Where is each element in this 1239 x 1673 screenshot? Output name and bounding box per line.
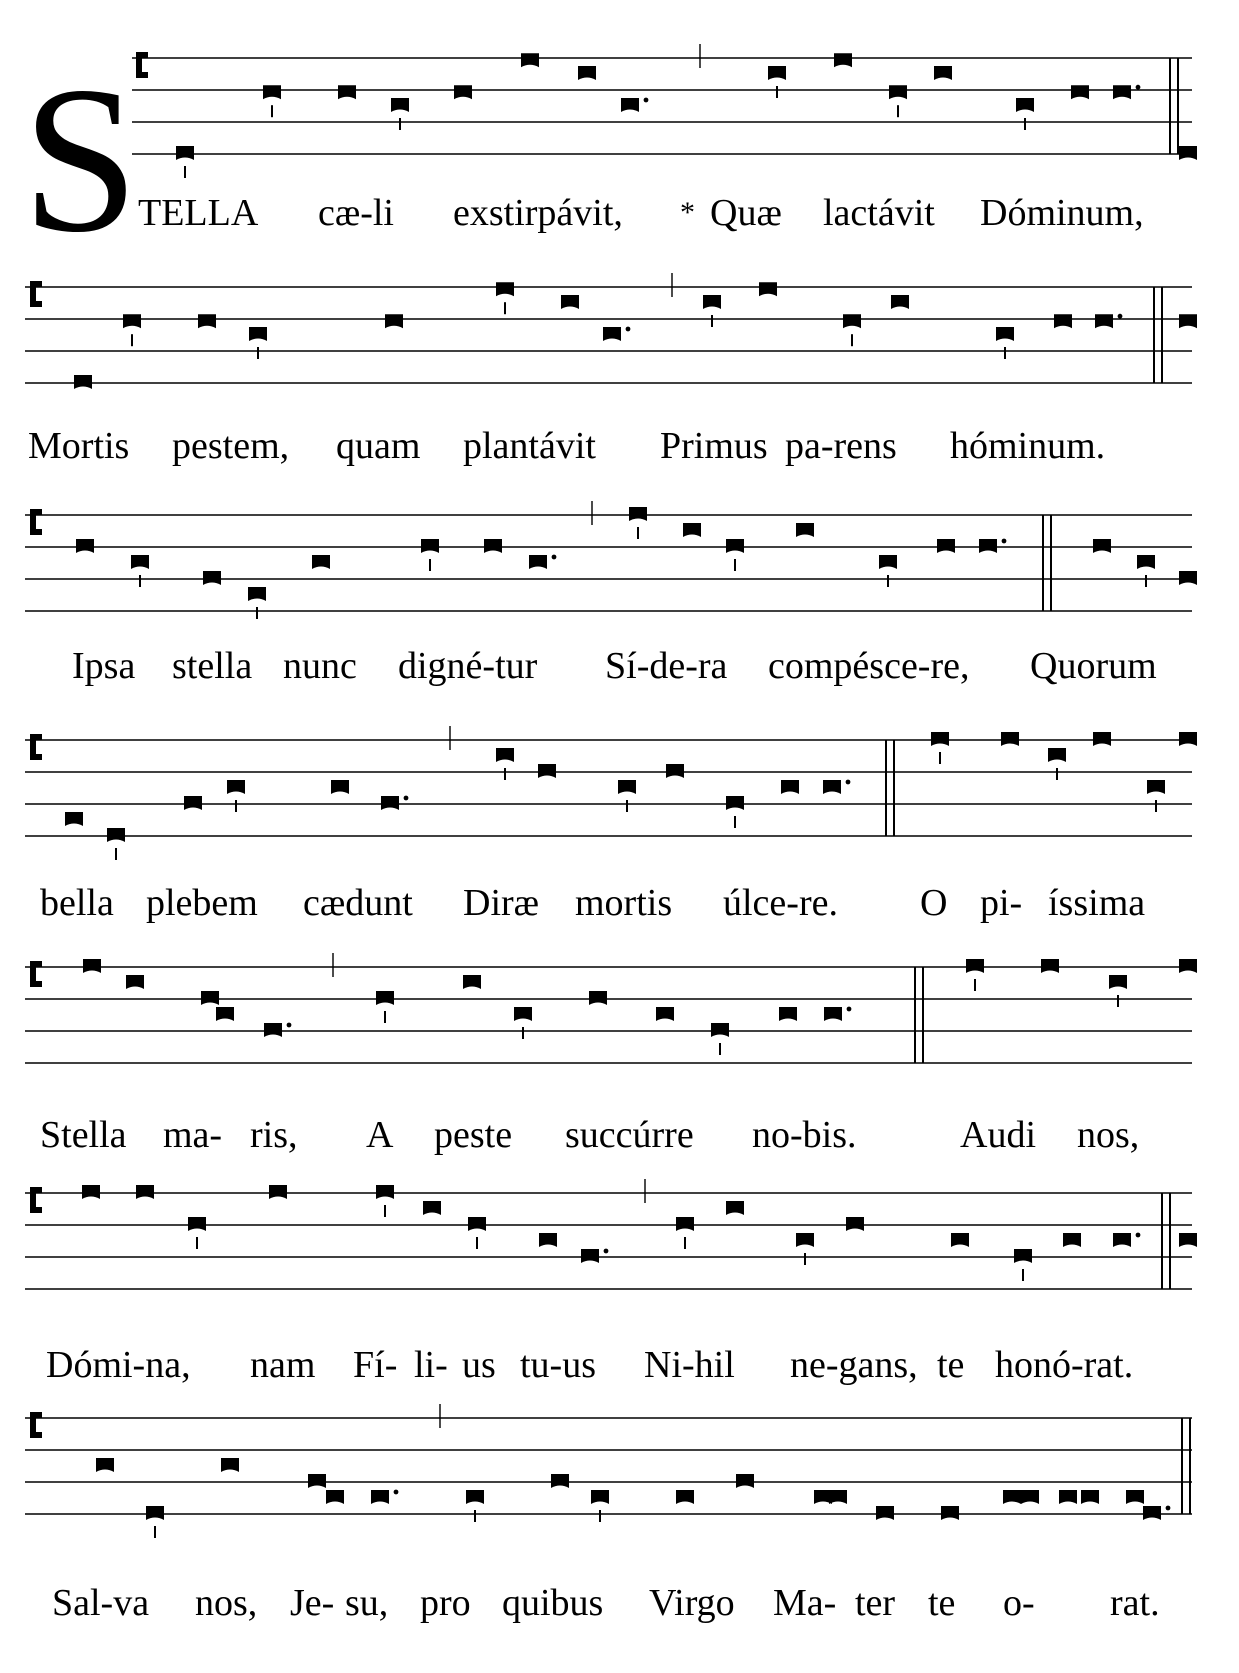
neume-punctum (1093, 539, 1111, 553)
neume-punctum (421, 539, 439, 553)
neume-punctum (1113, 1233, 1131, 1247)
neume-punctum (1071, 85, 1089, 99)
lyric-syllable: us (462, 1344, 496, 1386)
neume-punctum (966, 959, 984, 973)
neume-punctum (468, 1217, 486, 1231)
punctum-mora-dot (287, 1023, 292, 1028)
punctum-mora-dot (1002, 539, 1007, 544)
neume-punctum (736, 1474, 754, 1488)
lyric-syllable: lactávit (823, 192, 935, 234)
neume-punctum (1095, 314, 1113, 328)
neume-punctum (834, 53, 852, 67)
neume-punctum (1147, 780, 1165, 794)
lyric-syllable: Mortis (28, 425, 130, 467)
lyric-syllable: mortis (575, 882, 673, 924)
neume-punctum (1048, 748, 1066, 762)
neume-punctum (216, 1007, 234, 1021)
neume-punctum (264, 1023, 282, 1037)
lyric-syllable: bella (40, 882, 114, 924)
neume-punctum (979, 539, 997, 553)
neume-punctum (1113, 85, 1131, 99)
neume-punctum (629, 507, 647, 521)
neume-punctum (779, 1007, 797, 1021)
neume-punctum (326, 1490, 344, 1504)
neume-punctum (131, 555, 149, 569)
lyric-syllable: peste (434, 1114, 513, 1156)
neume-punctum (83, 959, 101, 973)
c-clef-icon (30, 1412, 42, 1438)
lyrics-line-7 (0, 1578, 1239, 1628)
c-clef-icon (30, 961, 42, 987)
lyric-syllable: Sí-de-ra (605, 645, 728, 687)
neume-punctum (1093, 732, 1111, 746)
lyric-syllable: quam (336, 425, 421, 467)
neume-punctum (951, 1233, 969, 1247)
neume-punctum (996, 327, 1014, 341)
lyrics-line-6 (0, 1340, 1239, 1390)
punctum-mora-dot (552, 555, 557, 560)
lyric-syllable: su, (345, 1582, 389, 1624)
neume-punctum (539, 1233, 557, 1247)
lyric-syllable: Quorum (1030, 645, 1157, 687)
lyric-syllable: nos, (195, 1582, 258, 1624)
punctum-mora-dot (404, 796, 409, 801)
neume-punctum (891, 295, 909, 309)
neume-punctum (656, 1007, 674, 1021)
neume-punctum (759, 282, 777, 296)
neume-punctum (376, 991, 394, 1005)
lyric-syllable: Audi (960, 1114, 1036, 1156)
neume-punctum (591, 1490, 609, 1504)
neume-punctum (1109, 975, 1127, 989)
neume-punctum (823, 780, 841, 794)
neume-punctum (879, 555, 897, 569)
lyric-syllable: Dóminum, (980, 192, 1144, 234)
lyric-syllable: nam (250, 1344, 316, 1386)
lyric-syllable: pestem, (172, 425, 290, 467)
lyric-syllable: TELLA (138, 192, 259, 234)
neume-punctum (603, 327, 621, 341)
lyric-syllable: honó-rat. (995, 1344, 1134, 1386)
neume-punctum (331, 780, 349, 794)
neume-punctum (76, 539, 94, 553)
neume-punctum (931, 732, 949, 746)
neume-punctum (561, 295, 579, 309)
neume-punctum (796, 1233, 814, 1247)
lyric-syllable: ris, (250, 1114, 298, 1156)
lyric-syllable: cædunt (303, 882, 413, 924)
lyric-syllable: hóminum. (950, 425, 1106, 467)
lyric-syllable: li- (414, 1344, 448, 1386)
neume-punctum (198, 314, 216, 328)
punctum-mora-dot (604, 1249, 609, 1254)
neume-punctum (454, 85, 472, 99)
neume-punctum (529, 555, 547, 569)
lyric-syllable: pro (420, 1582, 471, 1624)
neume-punctum (263, 85, 281, 99)
neume-punctum (308, 1474, 326, 1488)
neume-punctum (514, 1007, 532, 1021)
neume-punctum (82, 1185, 100, 1199)
neume-punctum (466, 1490, 484, 1504)
neume-punctum (676, 1217, 694, 1231)
lyric-syllable: compésce-re, (768, 645, 970, 687)
neume-punctum (484, 539, 502, 553)
neume-punctum (551, 1474, 569, 1488)
lyric-syllable: Diræ (463, 882, 539, 924)
neume-punctum (184, 796, 202, 810)
lyric-syllable: Virgo (649, 1582, 735, 1624)
neume-punctum (1081, 1490, 1099, 1504)
neume-punctum (496, 282, 514, 296)
lyric-syllable: succúrre (565, 1114, 694, 1156)
lyric-syllable: Ma- (773, 1582, 837, 1624)
neume-punctum (1179, 146, 1197, 160)
neume-punctum (203, 571, 221, 585)
punctum-mora-dot (1136, 85, 1141, 90)
neume-punctum (1179, 314, 1197, 328)
lyric-syllable: ne-gans, (790, 1344, 918, 1386)
neume-punctum (74, 375, 92, 389)
neume-punctum (1001, 732, 1019, 746)
neume-punctum (1014, 1249, 1032, 1263)
c-clef-icon (30, 734, 42, 760)
neume-punctum (846, 1217, 864, 1231)
neume-punctum (221, 1458, 239, 1472)
lyric-syllable: nos, (1077, 1114, 1140, 1156)
punctum-mora-dot (1136, 1233, 1141, 1238)
neume-punctum (249, 327, 267, 341)
lyric-syllable: íssima (1048, 882, 1146, 924)
neume-punctum (496, 748, 514, 762)
lyric-syllable: quibus (502, 1582, 604, 1624)
neume-punctum (1179, 571, 1197, 585)
lyric-syllable: plantávit (463, 425, 596, 467)
punctum-mora-dot (847, 1007, 852, 1012)
lyric-syllable: O (920, 882, 948, 924)
asterisk-mark: * (680, 196, 695, 229)
punctum-mora-dot (644, 98, 649, 103)
c-clef-icon (30, 509, 42, 535)
c-clef-icon (30, 281, 42, 307)
neume-punctum (1143, 1506, 1161, 1520)
neume-punctum (423, 1201, 441, 1215)
neume-punctum (1126, 1490, 1144, 1504)
lyric-syllable: Quæ (710, 192, 782, 234)
lyric-syllable: pi- (980, 882, 1023, 924)
punctum-mora-dot (394, 1490, 399, 1495)
neume-punctum (538, 764, 556, 778)
neume-punctum (107, 828, 125, 842)
punctum-mora-dot (1166, 1506, 1171, 1511)
lyric-syllable: Fí- (353, 1344, 398, 1386)
lyric-syllable: te (928, 1582, 956, 1624)
neume-punctum (312, 555, 330, 569)
neume-punctum (201, 991, 219, 1005)
neume-punctum (937, 539, 955, 553)
neume-punctum (796, 523, 814, 537)
neume-punctum (188, 1217, 206, 1231)
lyric-syllable: ma- (163, 1114, 223, 1156)
lyric-syllable: Stella (40, 1114, 127, 1156)
lyric-syllable: plebem (146, 882, 258, 924)
neume-punctum (1021, 1490, 1039, 1504)
neume-punctum (768, 66, 786, 80)
lyric-syllable: ter (855, 1582, 896, 1624)
lyric-syllable: tu-us (520, 1344, 596, 1386)
neume-punctum (136, 1185, 154, 1199)
neume-punctum (381, 796, 399, 810)
neume-punctum (227, 780, 245, 794)
neume-punctum (269, 1185, 287, 1199)
neume-punctum (146, 1506, 164, 1520)
neume-punctum (824, 1007, 842, 1021)
neume-punctum (1003, 1490, 1021, 1504)
punctum-mora-dot (1118, 314, 1123, 319)
lyric-syllable: stella (172, 645, 253, 687)
lyric-syllable: pa-rens (785, 425, 897, 467)
neume-punctum (1041, 959, 1059, 973)
neume-punctum (248, 587, 266, 601)
neume-punctum (941, 1506, 959, 1520)
neume-punctum (581, 1249, 599, 1263)
lyrics-line-3 (0, 641, 1239, 691)
lyric-syllable: Je- (290, 1582, 335, 1624)
lyric-syllable: Ipsa (72, 645, 136, 687)
neume-punctum (843, 314, 861, 328)
neume-punctum (1054, 314, 1072, 328)
lyric-syllable: nunc (283, 645, 357, 687)
lyric-syllable: cæ-li (318, 192, 394, 234)
lyric-syllable: te (937, 1344, 965, 1386)
lyric-syllable: o- (1003, 1582, 1035, 1624)
neume-punctum (726, 1201, 744, 1215)
neume-punctum (934, 66, 952, 80)
neume-punctum (1179, 732, 1197, 746)
neume-punctum (1063, 1233, 1081, 1247)
neume-punctum (123, 314, 141, 328)
lyric-syllable: Dómi-na, (46, 1344, 191, 1386)
neume-punctum (711, 1023, 729, 1037)
lyrics-line-4 (0, 878, 1239, 928)
lyric-syllable: no-bis. (752, 1114, 857, 1156)
neume-punctum (676, 1490, 694, 1504)
neume-punctum (463, 975, 481, 989)
neume-punctum (96, 1458, 114, 1472)
neume-punctum (666, 764, 684, 778)
neume-punctum (376, 1185, 394, 1199)
neume-punctum (385, 314, 403, 328)
initial-letter: S (22, 44, 139, 276)
lyric-syllable: A (366, 1114, 394, 1156)
neume-punctum (889, 85, 907, 99)
lyrics-line-5 (0, 1110, 1239, 1160)
neume-punctum (876, 1506, 894, 1520)
neume-punctum (829, 1490, 847, 1504)
lyrics-line-2 (0, 421, 1239, 471)
c-clef-icon (30, 1187, 42, 1213)
neume-punctum (1137, 555, 1155, 569)
neume-punctum (65, 812, 83, 826)
neume-punctum (1059, 1490, 1077, 1504)
lyric-syllable: Sal-va (52, 1582, 150, 1624)
neume-punctum (126, 975, 144, 989)
neume-punctum (1016, 98, 1034, 112)
lyric-syllable: Ni-hil (644, 1344, 735, 1386)
neume-punctum (521, 53, 539, 67)
neume-punctum (683, 523, 701, 537)
neume-punctum (703, 295, 721, 309)
neume-punctum (1179, 959, 1197, 973)
neume-punctum (338, 85, 356, 99)
neume-punctum (371, 1490, 389, 1504)
neume-punctum (578, 66, 596, 80)
punctum-mora-dot (846, 780, 851, 785)
lyric-syllable: digné-tur (398, 645, 538, 687)
neume-punctum (726, 539, 744, 553)
neume-punctum (621, 98, 639, 112)
neume-punctum (589, 991, 607, 1005)
punctum-mora-dot (626, 327, 631, 332)
neume-punctum (391, 98, 409, 112)
lyric-syllable: Primus (660, 425, 768, 467)
neume-punctum (176, 146, 194, 160)
lyric-syllable: rat. (1110, 1582, 1160, 1624)
neume-punctum (781, 780, 799, 794)
neume-punctum (1179, 1233, 1197, 1247)
lyric-syllable: úlce-re. (723, 882, 838, 924)
neume-punctum (618, 780, 636, 794)
lyric-syllable: exstirpávit, (453, 192, 623, 234)
lyrics-line-1 (0, 188, 1239, 238)
neume-punctum (726, 796, 744, 810)
